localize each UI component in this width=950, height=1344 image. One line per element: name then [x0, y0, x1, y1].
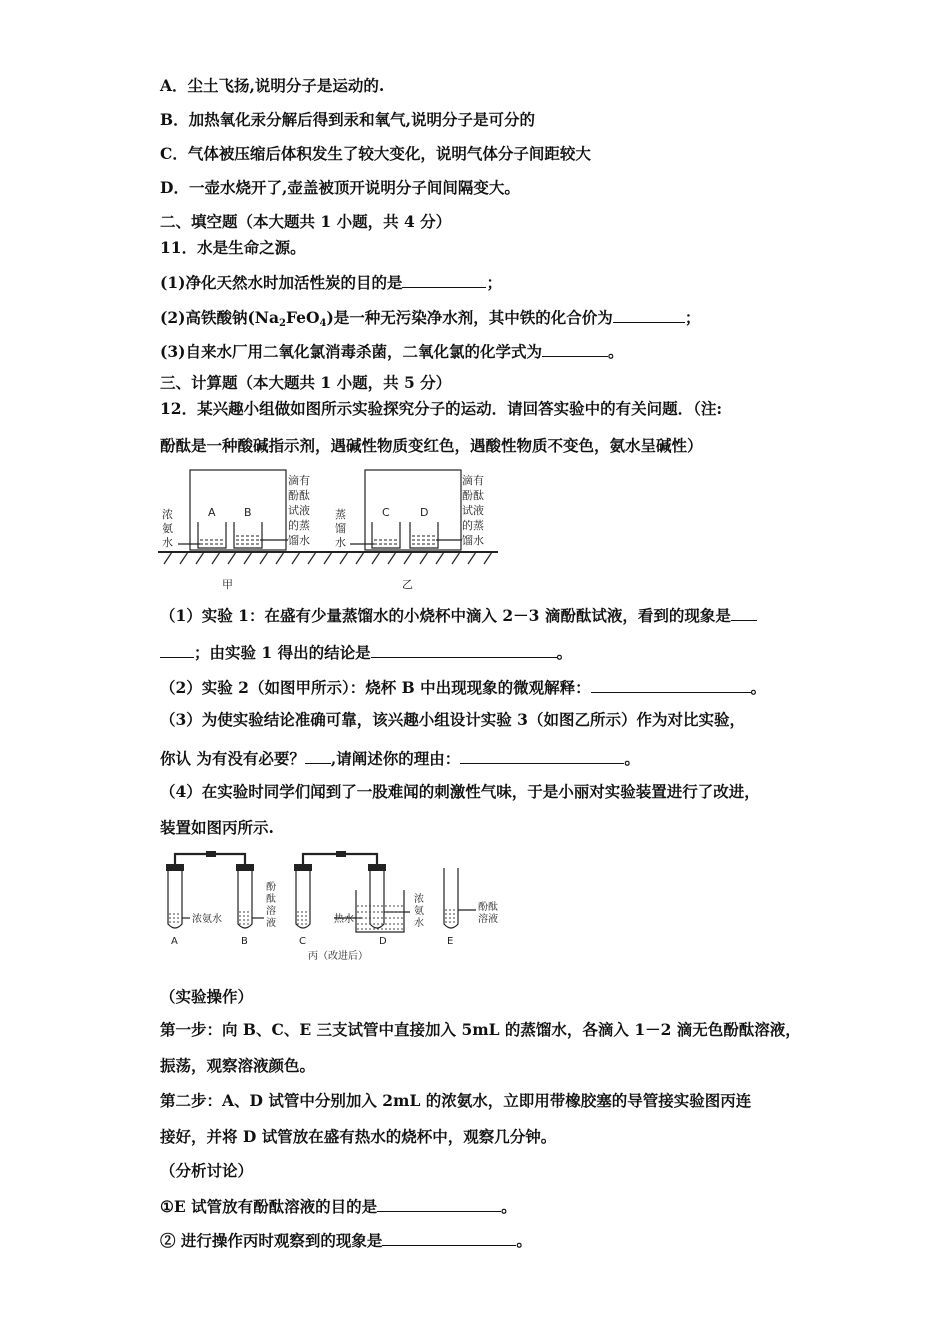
label-phenol-2c: 试液	[462, 504, 484, 517]
ground-hatching	[164, 552, 492, 564]
question-11-part-3	[160, 340, 623, 362]
answer-blank[interactable]	[460, 747, 624, 764]
label-phenol-2d: 的蒸	[462, 519, 484, 532]
label-phenol-2a: 滴有	[462, 474, 484, 487]
tube-c	[296, 870, 310, 928]
q12-1-end: 。	[556, 643, 573, 662]
label-distilled-2: 馏	[335, 522, 346, 535]
tube-d	[370, 870, 384, 928]
label-distilled-1: 蒸	[335, 508, 346, 521]
q11-1-end: ；	[486, 273, 502, 292]
question-12-line-1: 12．某兴趣小组做如图所示实验探究分子的运动．请回答实验中的有关问题．（注:	[160, 399, 723, 418]
subscript-2: 2	[279, 318, 286, 329]
q11-1-text: (1)净化天然水时加活性炭的目的是	[160, 273, 403, 292]
label-phenol-e-1: 酚酞	[478, 902, 498, 913]
q12-part-1-line-1	[160, 604, 757, 626]
option-c: C．气体被压缩后体积发生了较大变化，说明气体分子间距较大	[160, 144, 591, 163]
q12-2-end: 。	[750, 678, 767, 697]
label-ammonia-1: 浓	[162, 508, 173, 521]
label-phenol-2b: 酚酞	[462, 489, 484, 502]
tube-e	[444, 868, 458, 928]
answer-blank[interactable]	[591, 676, 751, 693]
label-conc-d-1: 浓	[414, 894, 424, 905]
label-conc-d-2: 氨	[414, 906, 424, 917]
step-1-line-1: 第一步：向 B、C、E 三支试管中直接加入 5mL 的蒸馏水，各滴入 1－2 滴无色酚酞溶液，	[160, 1020, 801, 1039]
q12-3-end: 。	[624, 749, 640, 768]
label-phenol-1c: 试液	[288, 504, 310, 517]
label-phenol-1e: 馏水	[288, 534, 310, 547]
tube-a	[168, 870, 182, 928]
answer-blank[interactable]	[613, 306, 685, 323]
label-ammonia-2: 氨	[162, 522, 173, 535]
caption-bing: 丙（改进后）	[308, 951, 368, 962]
label-phenol-1b: 酚酞	[288, 489, 310, 502]
answer-blank[interactable]	[402, 271, 486, 288]
analysis-q1-end: 。	[501, 1197, 517, 1216]
caption-jia: 甲	[222, 578, 233, 591]
step-1-line-2: 振荡，观察溶液颜色。	[160, 1056, 316, 1075]
question-12-line-2: 酚酞是一种酸碱指示剂，遇碱性物质变红色，遇酸性物质不变色，氨水呈碱性）	[160, 436, 703, 455]
label-phenol-2e: 馏水	[462, 534, 484, 547]
analysis-header: （分析讨论）	[160, 1161, 254, 1180]
question-11-part-2	[160, 306, 700, 334]
q12-part-3-line-2	[160, 747, 640, 769]
label-conc-d-3: 水	[414, 918, 424, 929]
answer-blank[interactable]	[160, 641, 194, 658]
figure-bing	[158, 848, 510, 964]
label-hot-water: 热水	[334, 914, 354, 925]
label-distilled-3: 水	[335, 536, 346, 549]
analysis-q1-text: ①E 试管放有酚酞溶液的目的是	[160, 1197, 378, 1216]
option-b: B．加热氧化汞分解后得到汞和氧气,说明分子是可分的	[160, 110, 535, 129]
hot-water-beaker	[356, 890, 404, 932]
beaker-c-label: C	[382, 506, 390, 519]
label-phenol-b-3: 溶	[266, 906, 276, 917]
section-3-header: 三、计算题（本大题共 1 小题，共 5 分）	[160, 373, 452, 392]
tube-e-label: E	[447, 936, 454, 947]
tube-a-label: A	[171, 936, 178, 947]
beaker-d-label: D	[420, 506, 429, 519]
question-11-part-1	[160, 271, 502, 293]
q12-part-3-line-1: （3）为使实验结论准确可靠，该兴趣小组设计实验 3（如图乙所示）作为对比实验，	[160, 710, 745, 729]
answer-blank[interactable]	[371, 641, 557, 658]
figure-jia-yi	[158, 466, 498, 594]
label-phenol-b-4: 液	[266, 918, 276, 929]
answer-blank[interactable]	[305, 747, 331, 764]
q12-3-text-b: 你认 为有没有必要？	[160, 749, 305, 768]
q12-part-1-line-2	[160, 641, 572, 663]
label-ammonia-3: 水	[162, 536, 173, 549]
answer-blank[interactable]	[377, 1195, 501, 1212]
q11-2-end: ；	[684, 308, 701, 327]
q12-1-text: （1）实验 1：在盛有少量蒸馏水的小烧杯中滴入 2－3 滴酚酞试液，看到的现象是	[160, 606, 731, 625]
q12-3-text-mid: ,请阐述你的理由：	[330, 749, 461, 768]
section-2-header: 二、填空题（本大题共 1 小题，共 4 分）	[160, 212, 452, 231]
tube-d-label: D	[379, 936, 387, 947]
tube-b-label: B	[241, 936, 248, 947]
step-2-line-1: 第二步：A、D 试管中分别加入 2mL 的浓氨水，立即用带橡胶塞的导管接实验图丙连	[160, 1091, 752, 1110]
q11-2-text-c: )是一种无污染净水剂，其中铁的化合价为	[326, 308, 613, 327]
option-a: A．尘土飞扬,说明分子是运动的.	[160, 76, 385, 95]
question-11-stem: 11．水是生命之源。	[160, 238, 306, 257]
label-phenol-1d: 的蒸	[288, 519, 310, 532]
label-phenol-b-2: 酞	[266, 894, 276, 905]
caption-yi: 乙	[402, 578, 413, 591]
bell-jar-yi	[365, 470, 461, 550]
step-2-line-2: 接好，并将 D 试管放在盛有热水的烧杯中，观察几分钟。	[160, 1127, 557, 1146]
analysis-question-1	[160, 1195, 517, 1217]
tube-c-label: C	[299, 936, 306, 947]
answer-blank[interactable]	[542, 340, 608, 357]
answer-blank[interactable]	[382, 1229, 516, 1246]
option-d: D．一壶水烧开了,壶盖被顶开说明分子间间隔变大。	[160, 178, 520, 197]
q11-2-text-b: FeO	[285, 308, 320, 327]
q12-part-4-line-1: （4）在实验时同学们闻到了一股难闻的刺激性气味，于是小丽对实验装置进行了改进，	[160, 782, 760, 801]
analysis-q2-text: ② 进行操作丙时观察到的现象是	[160, 1231, 383, 1250]
q12-part-2	[160, 676, 766, 698]
subscript-4: 4	[319, 318, 327, 329]
bell-jar-jia	[190, 470, 286, 550]
beaker-a-label: A	[208, 506, 216, 519]
q11-3-text: (3)自来水厂用二氧化氯消毒杀菌，二氧化氯的化学式为	[160, 342, 542, 361]
operation-header: （实验操作）	[160, 987, 254, 1006]
q12-2-text: （2）实验 2（如图甲所示）：烧杯 B 中出现现象的微观解释：	[160, 678, 591, 697]
label-phenol-1a: 滴有	[288, 474, 310, 487]
q12-1-text-b: ；由实验 1 得出的结论是	[194, 643, 371, 662]
label-phenol-b-1: 酚	[266, 882, 276, 893]
analysis-question-2	[160, 1229, 532, 1251]
label-conc-ammonia-a: 浓氨水	[192, 914, 222, 925]
answer-blank[interactable]	[731, 604, 757, 621]
analysis-q2-end: 。	[516, 1231, 532, 1250]
q11-3-end: 。	[607, 342, 624, 361]
tube-b	[238, 870, 252, 928]
label-phenol-e-2: 溶液	[478, 914, 498, 925]
q11-2-text-a: (2)高铁酸钠(Na	[160, 308, 279, 327]
beaker-b-label: B	[244, 506, 252, 519]
q12-part-4-line-2: 装置如图丙所示.	[160, 818, 274, 837]
